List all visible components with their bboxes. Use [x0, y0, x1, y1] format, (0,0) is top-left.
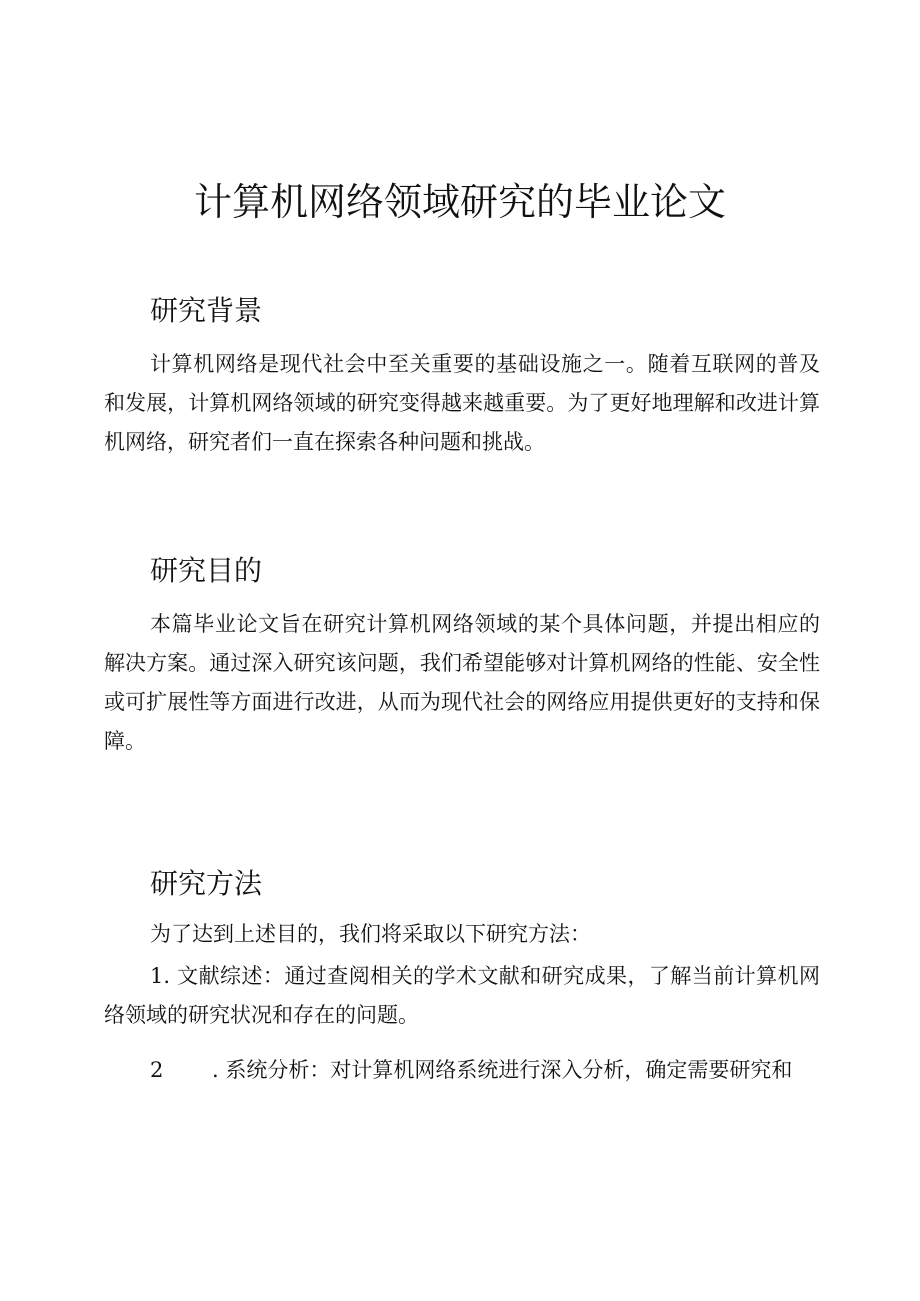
section-heading-method: 研究方法	[150, 867, 263, 900]
method-item-2-number: 2	[150, 1058, 164, 1082]
method-intro-paragraph: 为了达到上述目的，我们将采取以下研究方法：	[150, 922, 591, 946]
method-item-2	[150, 1051, 820, 1090]
section-heading-purpose: 研究目的	[150, 554, 263, 587]
section-heading-background: 研究背景	[150, 294, 263, 327]
background-paragraph: 计算机网络是现代社会中至关重要的基础设施之一。随着互联网的普及和发展，计算机网络领域的研究变得越来越重要。为了更好地理解和改进计算机网络，研究者们一直在探索各种问题和挑战。	[104, 352, 820, 454]
method-item-1: 1. 文献综述：通过查阅相关的学术文献和研究成果，了解当前计算机网络领域的研究状况和存在的问题。	[104, 964, 820, 1027]
method-item-2-text: . 系统分析：对计算机网络系统进行深入分析，确定需要研究和	[212, 1058, 793, 1082]
purpose-paragraph: 本篇毕业论文旨在研究计算机网络领域的某个具体问题，并提出相应的解决方案。通过深入研究该问题，我们希望能够对计算机网络的性能、安全性或可扩展性等方面进行改进，从而为现代社会的网络应用提供更好的支持和保障。	[104, 612, 820, 753]
document-title: 计算机网络领域研究的毕业论文	[193, 180, 726, 224]
